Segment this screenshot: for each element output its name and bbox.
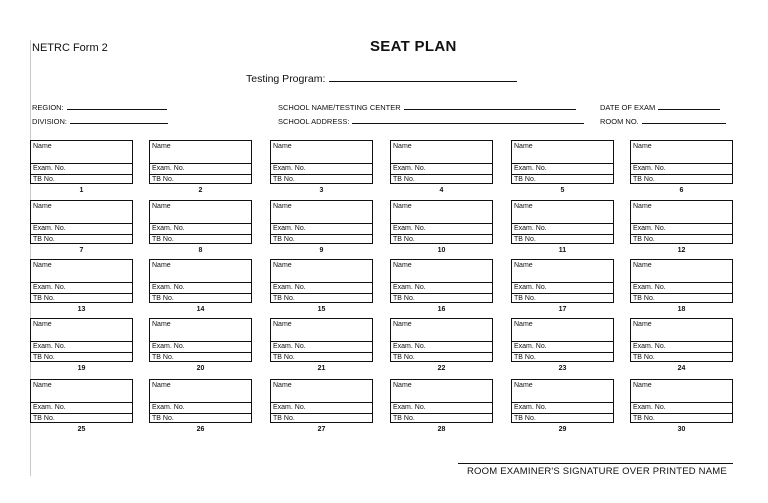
seat-number: 5 [560, 187, 565, 194]
seat-exam-no-label: Exam. No. [33, 404, 66, 411]
seat-name-label: Name [273, 382, 292, 389]
seat-number: 19 [77, 365, 86, 372]
seat-number: 26 [196, 426, 205, 433]
seat-number: 14 [196, 306, 205, 313]
seat-tb-no-label: TB No. [273, 176, 295, 183]
seat-number: 30 [677, 426, 686, 433]
seat-name-label: Name [33, 382, 52, 389]
seat-tb-no-label: TB No. [273, 236, 295, 243]
seat-divider [512, 174, 613, 175]
seat-divider [31, 223, 132, 224]
testing-program-field[interactable] [329, 72, 517, 82]
region-row [32, 102, 167, 112]
seat-number: 3 [319, 187, 324, 194]
seat-divider [631, 293, 732, 294]
seat-divider [271, 282, 372, 283]
seat-exam-no-label: Exam. No. [33, 284, 66, 291]
seat-exam-no-label: Exam. No. [633, 404, 666, 411]
seat-divider [31, 293, 132, 294]
seat-box[interactable] [630, 200, 733, 244]
seat-name-label: Name [393, 382, 412, 389]
seat-number: 18 [677, 306, 686, 313]
seat-divider [31, 402, 132, 403]
seat-name-label: Name [33, 203, 52, 210]
seat-name-label: Name [33, 262, 52, 269]
seat-name-label: Name [514, 262, 533, 269]
seat-name-label: Name [33, 143, 52, 150]
seat-tb-no-label: TB No. [633, 236, 655, 243]
seat-box[interactable] [270, 259, 373, 303]
seat-number: 4 [439, 187, 444, 194]
room-no-label: ROOM NO. [600, 117, 639, 126]
seat-exam-no-label: Exam. No. [33, 165, 66, 172]
seat-divider [271, 234, 372, 235]
seat-box[interactable] [149, 200, 252, 244]
seat-name-label: Name [273, 143, 292, 150]
seat-divider [631, 402, 732, 403]
seat-name-label: Name [152, 262, 171, 269]
seat-divider [271, 223, 372, 224]
seat-tb-no-label: TB No. [152, 176, 174, 183]
seat-divider [271, 402, 372, 403]
seat-tb-no-label: TB No. [33, 176, 55, 183]
school-name-label: SCHOOL NAME/TESTING CENTER [278, 103, 401, 112]
seat-box[interactable] [511, 379, 614, 423]
seat-divider [31, 341, 132, 342]
seat-exam-no-label: Exam. No. [152, 284, 185, 291]
signature-line[interactable] [458, 463, 733, 464]
seat-divider [150, 234, 251, 235]
seat-divider [271, 352, 372, 353]
seat-tb-no-label: TB No. [273, 354, 295, 361]
seat-divider [150, 282, 251, 283]
seat-exam-no-label: Exam. No. [273, 165, 306, 172]
seat-name-label: Name [514, 321, 533, 328]
seat-divider [391, 234, 492, 235]
seat-tb-no-label: TB No. [33, 415, 55, 422]
seat-box[interactable] [390, 259, 493, 303]
seat-box[interactable] [511, 140, 614, 184]
seat-number: 2 [198, 187, 203, 194]
seat-name-label: Name [633, 262, 652, 269]
seat-number: 12 [677, 247, 686, 254]
seat-divider [150, 163, 251, 164]
seat-divider [150, 293, 251, 294]
date-of-exam-field[interactable] [658, 102, 720, 110]
seat-tb-no-label: TB No. [633, 415, 655, 422]
seat-divider [391, 293, 492, 294]
seat-divider [31, 352, 132, 353]
seat-box[interactable] [30, 318, 133, 362]
seat-exam-no-label: Exam. No. [393, 165, 426, 172]
seat-box[interactable] [390, 379, 493, 423]
seat-box[interactable] [30, 379, 133, 423]
seat-number: 13 [77, 306, 86, 313]
seat-number: 29 [558, 426, 567, 433]
seat-tb-no-label: TB No. [152, 236, 174, 243]
seat-box[interactable] [511, 259, 614, 303]
seat-divider [271, 293, 372, 294]
seat-box[interactable] [149, 379, 252, 423]
page-title: SEAT PLAN [370, 38, 457, 55]
seat-exam-no-label: Exam. No. [393, 404, 426, 411]
seat-divider [391, 282, 492, 283]
seat-divider [631, 413, 732, 414]
date-of-exam-row [600, 102, 720, 112]
seat-divider [31, 234, 132, 235]
seat-box[interactable] [511, 200, 614, 244]
seat-box[interactable] [630, 379, 733, 423]
seat-tb-no-label: TB No. [514, 295, 536, 302]
division-row [32, 116, 168, 126]
seat-number: 8 [198, 247, 203, 254]
testing-program-row [246, 72, 517, 85]
seat-number: 11 [558, 247, 567, 254]
seat-tb-no-label: TB No. [152, 295, 174, 302]
seat-tb-no-label: TB No. [514, 415, 536, 422]
seat-number: 28 [437, 426, 446, 433]
seat-divider [150, 223, 251, 224]
seat-divider [512, 352, 613, 353]
seat-number: 10 [437, 247, 446, 254]
seat-exam-no-label: Exam. No. [273, 225, 306, 232]
seat-exam-no-label: Exam. No. [633, 343, 666, 350]
seat-number: 21 [317, 365, 326, 372]
seat-exam-no-label: Exam. No. [273, 343, 306, 350]
seat-number: 20 [196, 365, 205, 372]
seat-exam-no-label: Exam. No. [514, 404, 547, 411]
seat-divider [631, 352, 732, 353]
seat-divider [512, 163, 613, 164]
school-address-field[interactable] [352, 116, 584, 124]
seat-tb-no-label: TB No. [152, 354, 174, 361]
seat-number: 25 [77, 426, 86, 433]
seat-name-label: Name [633, 382, 652, 389]
seat-box[interactable] [149, 318, 252, 362]
seat-exam-no-label: Exam. No. [514, 165, 547, 172]
seat-number: 27 [317, 426, 326, 433]
seat-divider [512, 223, 613, 224]
seat-name-label: Name [393, 143, 412, 150]
seat-box[interactable] [30, 140, 133, 184]
seat-divider [271, 174, 372, 175]
seat-divider [31, 163, 132, 164]
date-of-exam-label: DATE OF EXAM [600, 103, 656, 112]
seat-divider [391, 402, 492, 403]
seat-divider [150, 341, 251, 342]
seat-tb-no-label: TB No. [33, 236, 55, 243]
seat-tb-no-label: TB No. [273, 295, 295, 302]
seat-name-label: Name [152, 382, 171, 389]
seat-divider [512, 234, 613, 235]
seat-name-label: Name [633, 143, 652, 150]
seat-divider [631, 223, 732, 224]
seat-divider [631, 174, 732, 175]
seat-exam-no-label: Exam. No. [633, 284, 666, 291]
seat-divider [512, 341, 613, 342]
seat-tb-no-label: TB No. [33, 295, 55, 302]
seat-tb-no-label: TB No. [393, 236, 415, 243]
seat-number: 1 [79, 187, 84, 194]
seat-exam-no-label: Exam. No. [393, 343, 426, 350]
seat-divider [150, 174, 251, 175]
seat-tb-no-label: TB No. [393, 354, 415, 361]
seat-name-label: Name [633, 203, 652, 210]
seat-exam-no-label: Exam. No. [33, 225, 66, 232]
region-field[interactable] [67, 102, 167, 110]
seat-divider [391, 174, 492, 175]
seat-divider [512, 413, 613, 414]
region-label: REGION: [32, 103, 64, 112]
seat-divider [150, 413, 251, 414]
seat-tb-no-label: TB No. [393, 415, 415, 422]
seat-box[interactable] [511, 318, 614, 362]
seat-box[interactable] [390, 200, 493, 244]
seat-divider [512, 402, 613, 403]
seat-exam-no-label: Exam. No. [514, 284, 547, 291]
seat-number: 16 [437, 306, 446, 313]
room-no-field[interactable] [642, 116, 726, 124]
seat-name-label: Name [273, 262, 292, 269]
seat-divider [271, 341, 372, 342]
seat-exam-no-label: Exam. No. [393, 225, 426, 232]
seat-exam-no-label: Exam. No. [152, 165, 185, 172]
seat-exam-no-label: Exam. No. [152, 343, 185, 350]
seat-tb-no-label: TB No. [393, 295, 415, 302]
seat-number: 7 [79, 247, 84, 254]
seat-exam-no-label: Exam. No. [514, 225, 547, 232]
seat-box[interactable] [149, 259, 252, 303]
seat-number: 17 [558, 306, 567, 313]
seat-box[interactable] [390, 318, 493, 362]
seat-divider [150, 402, 251, 403]
seat-name-label: Name [273, 203, 292, 210]
division-label: DIVISION: [32, 117, 68, 126]
seat-divider [391, 341, 492, 342]
seat-exam-no-label: Exam. No. [273, 284, 306, 291]
seat-divider [391, 413, 492, 414]
seat-box[interactable] [270, 140, 373, 184]
seat-exam-no-label: Exam. No. [273, 404, 306, 411]
seat-tb-no-label: TB No. [273, 415, 295, 422]
testing-program-label: Testing Program: [246, 73, 326, 85]
seat-divider [271, 163, 372, 164]
seat-name-label: Name [393, 321, 412, 328]
seat-name-label: Name [514, 143, 533, 150]
seat-box[interactable] [630, 140, 733, 184]
seat-tb-no-label: TB No. [514, 354, 536, 361]
seat-box[interactable] [270, 379, 373, 423]
seat-number: 15 [317, 306, 326, 313]
seat-exam-no-label: Exam. No. [514, 343, 547, 350]
seat-box[interactable] [270, 200, 373, 244]
seat-box[interactable] [149, 140, 252, 184]
room-no-row [600, 116, 726, 126]
seat-name-label: Name [152, 321, 171, 328]
seat-exam-no-label: Exam. No. [633, 225, 666, 232]
seat-tb-no-label: TB No. [633, 176, 655, 183]
signature-label: ROOM EXAMINER'S SIGNATURE OVER PRINTED NAME [467, 466, 727, 477]
seat-name-label: Name [273, 321, 292, 328]
seat-number: 22 [437, 365, 446, 372]
seat-name-label: Name [514, 203, 533, 210]
seat-exam-no-label: Exam. No. [393, 284, 426, 291]
seat-name-label: Name [33, 321, 52, 328]
seat-name-label: Name [514, 382, 533, 389]
division-field[interactable] [70, 116, 168, 124]
seat-divider [31, 413, 132, 414]
seat-divider [31, 174, 132, 175]
seat-divider [631, 341, 732, 342]
seat-divider [631, 163, 732, 164]
seat-tb-no-label: TB No. [152, 415, 174, 422]
seat-tb-no-label: TB No. [514, 176, 536, 183]
seat-divider [631, 234, 732, 235]
seat-number: 23 [558, 365, 567, 372]
seat-divider [631, 282, 732, 283]
seat-name-label: Name [152, 203, 171, 210]
seat-name-label: Name [393, 203, 412, 210]
seat-divider [391, 223, 492, 224]
seat-exam-no-label: Exam. No. [33, 343, 66, 350]
seat-box[interactable] [30, 200, 133, 244]
seat-name-label: Name [152, 143, 171, 150]
seat-box[interactable] [30, 259, 133, 303]
seat-name-label: Name [393, 262, 412, 269]
seat-number: 6 [679, 187, 684, 194]
seat-exam-no-label: Exam. No. [152, 225, 185, 232]
seat-tb-no-label: TB No. [33, 354, 55, 361]
seat-divider [271, 413, 372, 414]
seat-divider [150, 352, 251, 353]
seat-divider [391, 352, 492, 353]
seat-divider [512, 293, 613, 294]
school-address-row [278, 116, 584, 126]
school-name-field[interactable] [404, 102, 576, 110]
seat-exam-no-label: Exam. No. [633, 165, 666, 172]
seat-tb-no-label: TB No. [514, 236, 536, 243]
school-address-label: SCHOOL ADDRESS: [278, 117, 350, 126]
seat-divider [391, 163, 492, 164]
school-name-row [278, 102, 576, 112]
seat-tb-no-label: TB No. [633, 354, 655, 361]
seat-tb-no-label: TB No. [393, 176, 415, 183]
seat-box[interactable] [390, 140, 493, 184]
seat-box[interactable] [630, 318, 733, 362]
seat-name-label: Name [633, 321, 652, 328]
seat-tb-no-label: TB No. [633, 295, 655, 302]
seat-number: 24 [677, 365, 686, 372]
seat-box[interactable] [630, 259, 733, 303]
seat-box[interactable] [270, 318, 373, 362]
seat-number: 9 [319, 247, 324, 254]
seat-divider [512, 282, 613, 283]
seat-exam-no-label: Exam. No. [152, 404, 185, 411]
form-id: NETRC Form 2 [32, 42, 108, 54]
seat-divider [31, 282, 132, 283]
